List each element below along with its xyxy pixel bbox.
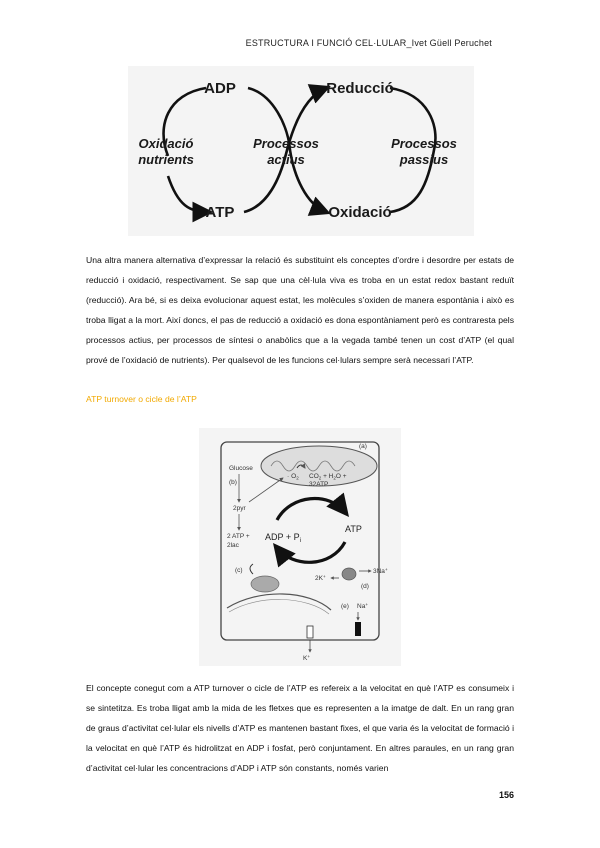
atp-turnover-svg <box>199 428 401 666</box>
label-oxidacio-nutrients-2: nutrients <box>138 152 194 167</box>
motor-protein <box>251 576 279 592</box>
paragraph-redox <box>86 250 514 370</box>
label-reduccio: Reducció <box>326 80 394 97</box>
fig2-co2: $CO_2 + H_2O$ + <box>309 473 347 481</box>
atp-turnover-figure <box>199 428 401 666</box>
paragraph-atp-turnover <box>86 678 514 778</box>
cycle-arrow-bottom <box>277 542 345 562</box>
fig2-2k: 2K+ <box>315 574 326 582</box>
label-adp: ADP <box>204 80 236 97</box>
label-processos-passius-1: Processos <box>391 136 457 151</box>
fig2-label-c: (c) <box>235 567 243 574</box>
section-heading-atp-turnover: ATP turnover o cicle de l’ATP <box>86 394 197 404</box>
label-oxidacio-nutrients-1: Oxidació <box>138 136 194 151</box>
page-number: 156 <box>498 790 514 800</box>
label-processos-passius-2: passius <box>399 152 449 167</box>
fig2-k: K+ <box>303 654 310 662</box>
running-header: ESTRUCTURA I FUNCIÓ CEL·LULAR_Ivet Güell Peruchet <box>245 38 492 48</box>
fig2-3na: 3Na+ <box>373 567 388 575</box>
fig2-pyruvate: 2pyr <box>233 505 246 512</box>
fig2-2lac: 2lac <box>227 542 239 549</box>
redox-cycle-svg <box>128 66 474 236</box>
paragraph-atp-turnover-text: El concepte conegut com a ATP turnover o cicle de l’ATP es refereix a la velocitat en què l’ATP es consumeix i se sintetitza. Es troba lligat amb la mida de les fletxes que es representen a la imatge de dalt. En un rang gran de graus d’activitat cel·lular els nivells d’ATP es mantenen bastant fixes, el que varia és la velocitat de formació i la velocitat en què l’ATP és hidrolitzat en ADP i fosfat, però conjuntament. En altres paraules, en un rang gran d’activitat cel·lular les concentracions d’ADP i ATP són constants, només varien <box>86 683 514 773</box>
paragraph-redox-text: Una altra manera alternativa d’expressar la relació és substituint els conceptes d’ordre i desordre per estats de reducció i oxidació, respectivament. Se sap que una cèl·lula viva es troba en un estat redox bastant reduït (reducció). Ara bé, si es deixa evolucionar aquest estat, les molècules s’oxiden de manera espontània i això es troba lligat a la mort. Així doncs, el pas de reducció a oxidació es dona espontàniament però es contraresta pels processos actius, per processos de síntesi o anabòlics que a la vegada també tenen un cost d’ATP (el qual prové de l’oxidació de nutrients). Per qualsevol de les funcions cel·lulars sempre serà necessari l’ATP. <box>86 255 514 365</box>
fig2-adp-pi: ADP + $P_i$ <box>265 532 301 544</box>
fig2-2atp: 2 ATP + <box>227 533 250 540</box>
fig2-glucose: Glucose <box>229 465 253 472</box>
fig2-label-e: (e) <box>341 603 349 610</box>
fig2-label-a: (a) <box>359 443 367 450</box>
filament <box>227 594 331 610</box>
na-channel <box>355 622 361 636</box>
k-channel <box>307 626 313 638</box>
fig2-label-d: (d) <box>361 583 369 590</box>
fig2-atp: ATP <box>345 524 362 534</box>
label-processos-actius-2: actius <box>267 152 305 167</box>
arc-left-outer-bottom <box>168 176 208 212</box>
label-atp: ATP <box>205 204 235 221</box>
label-processos-actius-1: Processos <box>253 136 319 151</box>
fig2-32atp: 32ATP <box>309 481 329 488</box>
redox-cycle-figure <box>128 66 474 236</box>
cycle-arrow-top <box>277 499 345 520</box>
fig2-na: Na+ <box>357 602 368 610</box>
fig2-label-b: (b) <box>229 479 237 486</box>
label-oxidacio: Oxidació <box>328 204 392 221</box>
fig2-o2: · $O_2$ <box>287 473 299 481</box>
na-k-pump <box>342 568 356 580</box>
